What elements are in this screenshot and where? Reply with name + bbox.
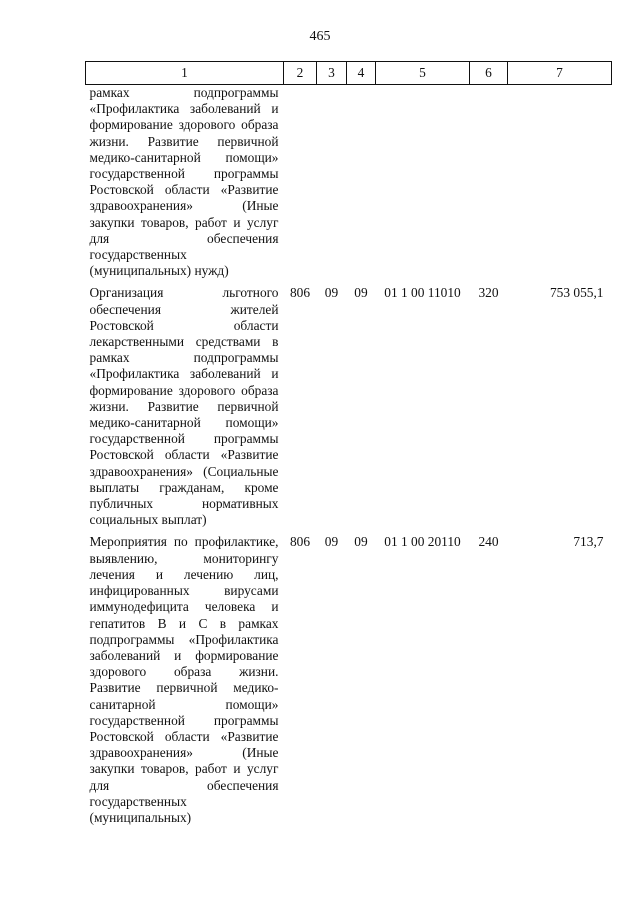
row-description: Мероприятия по профилактике, выявлению, мониторингу лечения и лечению лиц, инфицированных вирусами иммунодефицита человека и гепатитов B и C в рамках подпрограммы «Профилактика заболеваний и формирование здорового образа жизни. Развитие первичной медико-санитарной помощи» государственной программы Ростовской области «Развитие здравоохранения» (Иные закупки товаров, работ и услуг для обеспечения государственных (муниципальных) bbox=[89, 534, 279, 825]
header-col-5: 5 bbox=[376, 62, 470, 85]
header-col-7: 7 bbox=[508, 62, 612, 85]
header-col-2: 2 bbox=[284, 62, 317, 85]
row-description: Организация льготного обеспечения жителей Ростовской области лекарственными средствами в рамках подпрограммы «Профилактика заболеваний и формирование здорового образа жизни. Развитие первичной медико-санитарной помощи» государственной программы Ростовской области «Развитие здравоохранения» (Социальные выплаты гражданам, кроме публичных нормативных социальных выплат) bbox=[89, 285, 279, 528]
header-col-4: 4 bbox=[347, 62, 376, 85]
row-target-article bbox=[376, 85, 470, 280]
header-col-3: 3 bbox=[317, 62, 347, 85]
row-target-article: 01 1 00 20110 bbox=[384, 534, 461, 550]
header-col-1: 1 bbox=[86, 62, 284, 85]
row-description: рамках подпрограммы «Профилактика заболеваний и формирование здорового образа жизни. Развитие первичной медико-санитарной помощи» государственной программы Ростовской области «Развитие здравоохранения» (Иные закупки товаров, работ и услуг для обеспечения государственных (муниципальных) нужд) bbox=[89, 85, 279, 279]
row-expense-type bbox=[470, 85, 508, 280]
table-body bbox=[86, 85, 612, 827]
row-expense-type: 240 bbox=[478, 534, 499, 550]
header-col-6: 6 bbox=[470, 62, 508, 85]
row-target-article: 01 1 00 11010 bbox=[384, 285, 461, 301]
row-ministry-code: 806 bbox=[289, 534, 311, 550]
row-section-code: 09 bbox=[324, 285, 339, 301]
table-row bbox=[86, 528, 612, 826]
table-row bbox=[86, 85, 612, 280]
table-row bbox=[86, 279, 612, 528]
row-subsection-code bbox=[347, 85, 376, 280]
row-section-code bbox=[317, 85, 347, 280]
row-expense-type: 320 bbox=[478, 285, 499, 301]
row-subsection-code: 09 bbox=[354, 285, 368, 301]
page-number: 465 bbox=[309, 29, 331, 44]
row-amount bbox=[508, 85, 612, 280]
row-ministry-code bbox=[284, 85, 317, 280]
budget-table bbox=[85, 61, 612, 826]
row-ministry-code: 806 bbox=[289, 285, 311, 301]
header-row bbox=[86, 62, 612, 85]
row-amount: 753 055,1 bbox=[549, 285, 604, 301]
row-section-code: 09 bbox=[324, 534, 339, 550]
row-subsection-code: 09 bbox=[354, 534, 368, 550]
table-header bbox=[86, 62, 612, 85]
row-amount: 713,7 bbox=[573, 534, 604, 550]
